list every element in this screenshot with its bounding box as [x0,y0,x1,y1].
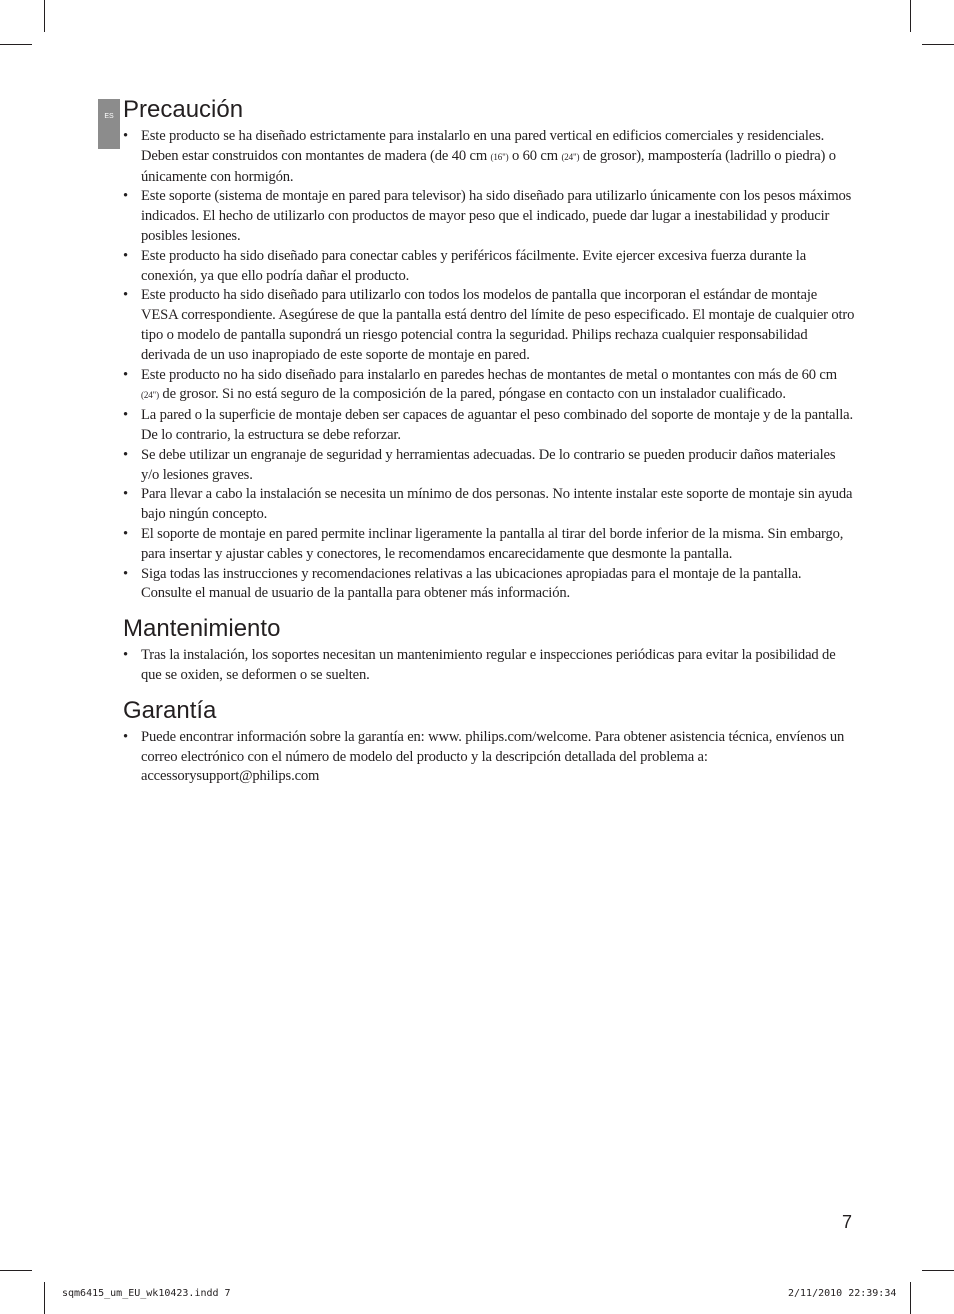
bullet-list [123,728,855,787]
section-heading: Garantía [123,696,217,724]
section-gap [123,686,855,694]
unit-note: (24") [561,151,580,162]
list-item: • Puede encontrar información sobre la garantía en: www. philips.com/welcome. Para obtener asistencia técnica, envíenos un correo electrónico con el número de modelo del producto y la descripción detallada del problema a: accessorysupport@philips.com [123,728,845,785]
bullet-icon: • [123,247,128,264]
section-heading: Mantenimiento [123,615,281,643]
crop-mark [922,44,954,45]
slug-file: sqm6415_um_EU_wk10423.indd 7 [62,1288,231,1299]
page-number: 7 [842,1212,853,1232]
list-item: • El soporte de montaje en pared permite inclinar ligeramente la pantalla al tirar del borde inferior de la misma. Sin embargo, para insertar y ajustar cables y conectores, le recomendamos encarecidamente que desmonte la pantalla. [123,525,844,562]
list-item: • Para llevar a cabo la instalación se necesita un mínimo de dos personas. No intente instalar este soporte de montaje sin ayuda bajo ningún concepto. [123,486,853,523]
crop-mark [0,44,32,45]
list-item: • Este soporte (sistema de montaje en pared para televisor) ha sido diseñado para utilizarlo únicamente con los pesos máximos indicados. El hecho de utilizarlo con productos de mayor peso que el indicado, puede dar lugar a inestabilidad y producir posibles lesiones. [123,188,852,244]
bullet-icon: • [123,366,128,383]
list-item: • La pared o la superficie de montaje deben ser capaces de aguantar el peso combinado del soporte de montaje y de la pantalla. De lo contrario, la estructura se debe reforzar. [123,407,853,443]
bullet-icon: • [123,287,128,304]
crop-mark [44,0,45,32]
list-item: • Este producto ha sido diseñado para utilizarlo con todos los modelos de pantalla que incorporan el estándar de montaje VESA correspondiente. Asegúrese de que la pantalla está dentro del límite de peso especificado. El montaje de cualquier otro tipo o modelo de pantalla supondrá un riesgo potencial contra la seguridad. Philips rechaza cualquier responsabilidad derivada de un uso inapropiado de este soporte de montaje en pared. [123,287,855,363]
crop-mark [0,1270,32,1271]
list-item: • Este producto no ha sido diseñado para instalarlo en paredes hechas de montantes de metal o montantes con más de 60 cm (24") de grosor. Si no está seguro de la composición de la pared, póngase en contacto con un instalador cualificado. [123,366,837,403]
unit-note: (16") [490,151,509,162]
list-item: • Este producto ha sido diseñado para conectar cables y periféricos fácilmente. Evite ejercer excesiva fuerza durante la conexión, ya que ello podría dañar el producto. [123,247,807,284]
bullet-list [123,646,855,686]
bullet-icon: • [123,728,128,745]
bullet-icon: • [123,188,128,205]
crop-mark [910,1282,911,1314]
crop-mark [910,0,911,32]
crop-mark [44,1282,45,1314]
list-item: • Tras la instalación, los soportes necesitan un mantenimiento regular e inspecciones periódicas para evitar la posibilidad de que se oxiden, se deformen o se suelten. [123,647,836,683]
slug-date: 2/11/2010 22:39:34 [788,1288,897,1299]
bullet-icon: • [123,407,128,424]
section-heading: Precaución [123,96,244,123]
bullet-icon: • [123,525,128,542]
list-item: • Siga todas las instrucciones y recomendaciones relativas a las ubicaciones apropiadas para el montaje de la pantalla. Consulte el manual de usuario de la pantalla para obtener más información. [123,565,802,602]
list-item: • Este producto se ha diseñado estrictamente para instalarlo en una pared vertical en edificios comerciales y residenciales. Deben estar construidos con montantes de madera (de 40 cm (16") o 60 cm (24") de grosor), mampostería (ladrillo o piedra) o únicamente con hormigón. [123,128,836,185]
crop-mark [922,1270,954,1271]
bullet-icon: • [123,647,128,664]
bullet-list [123,127,855,604]
language-tab: ES [98,99,120,149]
bullet-icon: • [123,128,128,144]
list-item: • Se debe utilizar un engranaje de seguridad y herramientas adecuadas. De lo contrario se pueden producir daños materiales y/o lesiones graves. [123,446,836,483]
section-gap [123,604,855,612]
bullet-icon: • [123,446,128,463]
bullet-icon: • [123,565,128,582]
document-body [123,93,855,787]
bullet-icon: • [123,486,128,503]
unit-note: (24") [141,390,159,401]
